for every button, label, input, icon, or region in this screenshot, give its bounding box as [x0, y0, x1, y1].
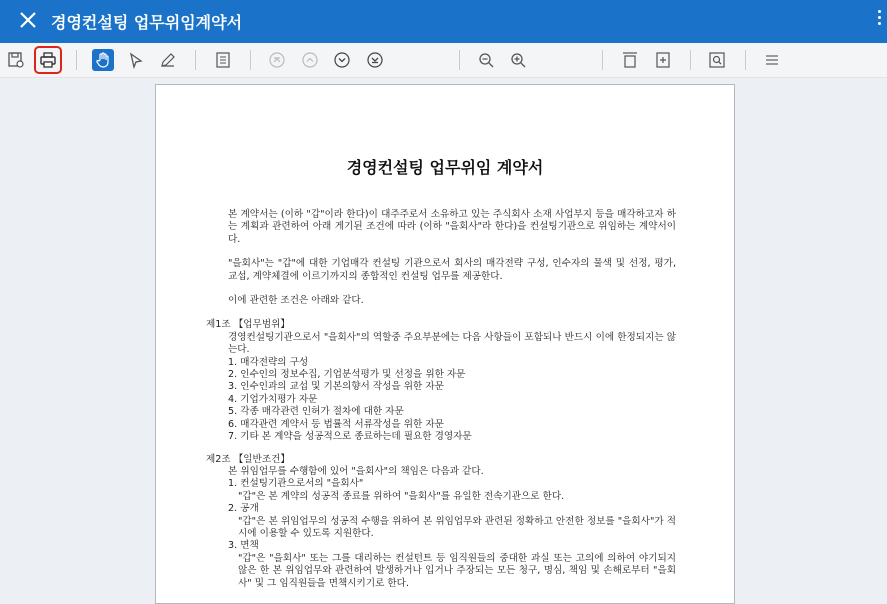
paragraph: 이에 관련한 조건은 아래와 같다.	[228, 295, 364, 307]
list-item: 7. 기타 본 계약을 성공적으로 종료하는데 필요한 경영자문	[228, 431, 472, 443]
document-view-icon[interactable]	[212, 49, 234, 71]
list-item: 3. 인수인과의 교섭 및 기본의향서 작성을 위한 자문	[228, 381, 444, 393]
document-heading: 경영컨설팅 업무위임 계약서	[346, 158, 544, 177]
separator	[602, 50, 603, 70]
close-icon[interactable]	[16, 8, 40, 32]
document-title: 경영컨설팅 업무위임계약서	[51, 13, 243, 32]
article-heading: 제2조 【일반조건】	[206, 453, 290, 465]
last-page-icon[interactable]	[364, 49, 386, 71]
print-icon[interactable]	[37, 49, 59, 71]
paragraph: 본 위임업무를 수행함에 있어 "을회사"의 책임은 다음과 같다.	[228, 465, 484, 477]
list-item: 6. 매각관련 계약서 등 법률적 서류작성을 위한 자문	[228, 418, 444, 430]
menu-icon[interactable]	[761, 49, 783, 71]
previous-page-icon[interactable]	[299, 49, 321, 71]
list-item: 1. 컨설팅기관으로서의 "을회사"	[228, 478, 364, 490]
fit-width-icon[interactable]	[652, 49, 674, 71]
save-icon[interactable]	[5, 49, 27, 71]
hand-tool-icon[interactable]	[92, 49, 114, 71]
list-item: 1. 매각전략의 구성	[228, 356, 309, 368]
separator	[195, 50, 196, 70]
zoom-in-icon[interactable]	[507, 49, 529, 71]
paragraph: 경영컨설팅기관으로서 "을회사"의 역할중 주요부분에는 다음 사항들이 포함되나 반드시 이에 한정되지는 않는다.	[228, 331, 676, 356]
separator	[459, 50, 460, 70]
fit-page-icon[interactable]	[619, 49, 641, 71]
document-page	[155, 84, 735, 604]
separator	[250, 50, 251, 70]
article-heading: 제1조 【업무범위】	[206, 319, 290, 331]
pen-icon[interactable]	[157, 49, 179, 71]
toolbar	[0, 43, 887, 78]
paragraph: 본 계약서는 (이하 "갑"이라 한다)이 대주주로서 소유하고 있는 주식회사 소재 사업부지 등을 매각하고자 하는 계획과 관련하여 아래 게기된 조건에 따라 (이하 "을회사"라 한다)을 컨설팅기관으로 위임하는 계약서이다.	[228, 209, 676, 245]
separator	[76, 50, 77, 70]
list-item: 2. 공개	[228, 503, 259, 515]
paragraph: "을회사"는 "갑"에 대한 기업매각 컨설팅 기관으로서 회사의 매각전략 구성, 인수자의 물색 및 선정, 평가, 교섭, 계약체결에 이르기까지의 종합적인 컨설팅 업무를 제공한다.	[228, 258, 676, 282]
more-options-icon[interactable]	[875, 10, 883, 32]
paragraph: "갑"은 본 위임업무의 성공적 수행을 위하여 본 위임업무와 관련된 정확하고 안전한 정보를 "을회사"가 적시에 이용할 수 있도록 지원한다.	[238, 515, 676, 539]
document-body	[206, 209, 676, 590]
first-page-icon[interactable]	[266, 49, 288, 71]
title-bar	[0, 0, 887, 43]
separator	[690, 50, 691, 70]
select-arrow-icon[interactable]	[125, 49, 147, 71]
paragraph: "갑"은 "을회사" 또는 그를 대리하는 컨설턴트 등 임직원들의 중대한 과실 또는 고의에 의하여 야기되지 않은 한 본 위임업무와 관련하여 발생하거나 입거나 주장되는 모든 청구, 명심, 책임 및 손해로부터 "을회사" 및 그 임직원들을 면책시키기로 한다.	[238, 552, 676, 589]
separator	[745, 50, 746, 70]
list-item: 5. 각종 매각관련 인허가 절차에 대한 자문	[228, 406, 404, 418]
search-icon[interactable]	[706, 49, 728, 71]
list-item: 2. 인수인의 정보수집, 기업분석평가 및 선정을 위한 자문	[228, 369, 466, 381]
next-page-icon[interactable]	[331, 49, 353, 71]
list-item: 3. 면책	[228, 540, 259, 552]
paragraph: "갑"은 본 계약의 성공적 종료를 위하여 "을회사"를 유일한 전속기관으로 한다.	[238, 490, 565, 502]
zoom-out-icon[interactable]	[475, 49, 497, 71]
list-item: 4. 기업가치평가 자문	[228, 393, 318, 405]
